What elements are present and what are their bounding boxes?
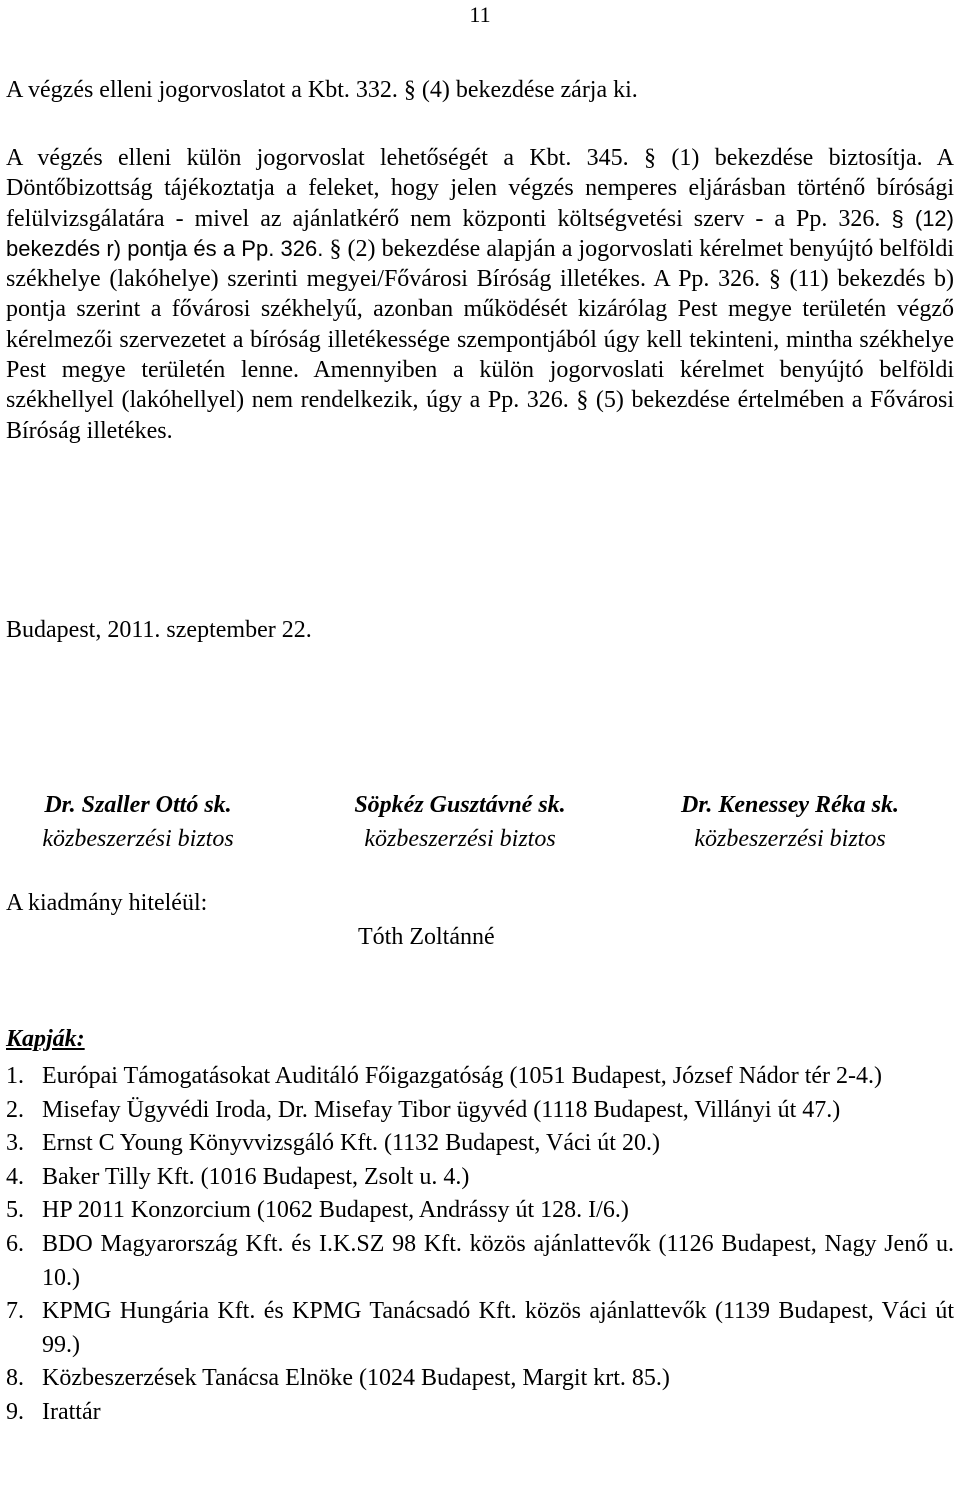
list-item-number: 6.: [6, 1230, 24, 1257]
list-item: [6, 1127, 954, 1161]
signatory-1: [8, 788, 268, 856]
certification-label: A kiadmány hiteléül:: [6, 890, 208, 916]
signatory-title: közbeszerzési biztos: [694, 826, 886, 852]
list-item: [6, 1194, 954, 1228]
list-item: [6, 1094, 954, 1128]
list-item: [6, 1228, 954, 1295]
list-item-number: 5.: [6, 1197, 24, 1224]
recipients-list: [6, 1060, 954, 1430]
paragraph-remedy-exclusion: A végzés elleni jogorvoslatot a Kbt. 332. § (4) bekezdése zárja ki.: [6, 77, 638, 103]
recipients-title: Kapják:: [6, 1026, 85, 1052]
list-item: [6, 1161, 954, 1195]
signatory-2: [318, 788, 602, 856]
list-item-number: 4.: [6, 1163, 24, 1190]
signatory-title: közbeszerzési biztos: [42, 826, 234, 852]
list-item-number: 1.: [6, 1063, 24, 1089]
signatory-3: [648, 788, 932, 856]
list-item-text: Irattár: [42, 1398, 101, 1425]
list-item: [6, 1396, 954, 1430]
list-item-number: 8.: [6, 1365, 24, 1392]
list-item: [6, 1295, 954, 1362]
paragraph-remedy-info-part1: A végzés elleni külön jogorvoslat lehetőségét a Kbt. 345. § (1) bekezdése biztosítja. A Döntőbizottság tájékoztatja a feleket, hogy jelen végzés nemperes eljárásban történő bírósági felülvizsgálatára - mivel az ajánlatkérő nem központi költségvetési szerv - a Pp. 326.: [6, 145, 954, 232]
list-item-text: Baker Tilly Kft. (1016 Budapest, Zsolt u. 4.): [42, 1163, 470, 1190]
place-date: Budapest, 2011. szeptember 22.: [6, 617, 312, 643]
list-item-number: 7.: [6, 1298, 24, 1325]
list-item: [6, 1060, 954, 1094]
certifier-name: Tóth Zoltánné: [358, 924, 495, 950]
list-item-text: KPMG Hungária Kft. és KPMG Tanácsadó Kft. közös ajánlattevők (1139 Budapest, Váci út 99.): [42, 1298, 954, 1358]
signatory-name: Söpkéz Gusztávné sk.: [354, 792, 566, 818]
signatory-title: közbeszerzési biztos: [364, 826, 556, 852]
list-item-text: Misefay Ügyvédi Iroda, Dr. Misefay Tibor ügyvéd (1118 Budapest, Villányi út 47.): [42, 1096, 841, 1123]
list-item-text: Közbeszerzések Tanácsa Elnöke (1024 Budapest, Margit krt. 85.): [42, 1365, 670, 1392]
list-item-text: Európai Támogatásokat Auditáló Főigazgatóság (1051 Budapest, József Nádor tér 2-4.): [42, 1063, 883, 1089]
list-item-number: 3.: [6, 1130, 24, 1157]
signatory-name: Dr. Szaller Ottó sk.: [44, 792, 232, 818]
paragraph-remedy-info: [6, 143, 954, 446]
paragraph-remedy-info-part2: § (12) bekezdés r) pontja és a Pp. 326.: [6, 205, 954, 261]
list-item-number: 2.: [6, 1096, 24, 1123]
list-item-text: BDO Magyarország Kft. és I.K.SZ 98 Kft. közös ajánlattevők (1126 Budapest, Nagy Jenő u. 10.): [42, 1230, 954, 1291]
list-item-text: HP 2011 Konzorcium (1062 Budapest, Andrássy út 128. I/6.): [42, 1197, 629, 1224]
list-item: [6, 1362, 954, 1396]
page-number: 11: [469, 2, 491, 27]
list-item-text: Ernst C Young Könyvvizsgáló Kft. (1132 Budapest, Váci út 20.): [42, 1130, 660, 1157]
signatory-name: Dr. Kenessey Réka sk.: [681, 792, 899, 818]
list-item-number: 9.: [6, 1398, 24, 1425]
paragraph-remedy-info-part3: § (2) bekezdése alapján a jogorvoslati kérelmet benyújtó belföldi székhelye (lakóhelye) szerinti megyei/Fővárosi Bíróság illetékes. A Pp. 326. § (11) bekezdés b) pontja szerint a fővárosi székhelyű, azonban működését kizárólag Pest megye területén végző kérelmezői szervezetet a bíróság illetékessége szempontjából úgy kell tekinteni, mintha székhelye Pest megye területén lenne. Amennyiben a külön jogorvoslati kérelmet benyújtó belföldi székhellyel (lakóhellyel) nem rendelkezik, úgy a Pp. 326. § (5) bekezdése értelmében a Fővárosi Bíróság illetékes.: [6, 235, 954, 444]
